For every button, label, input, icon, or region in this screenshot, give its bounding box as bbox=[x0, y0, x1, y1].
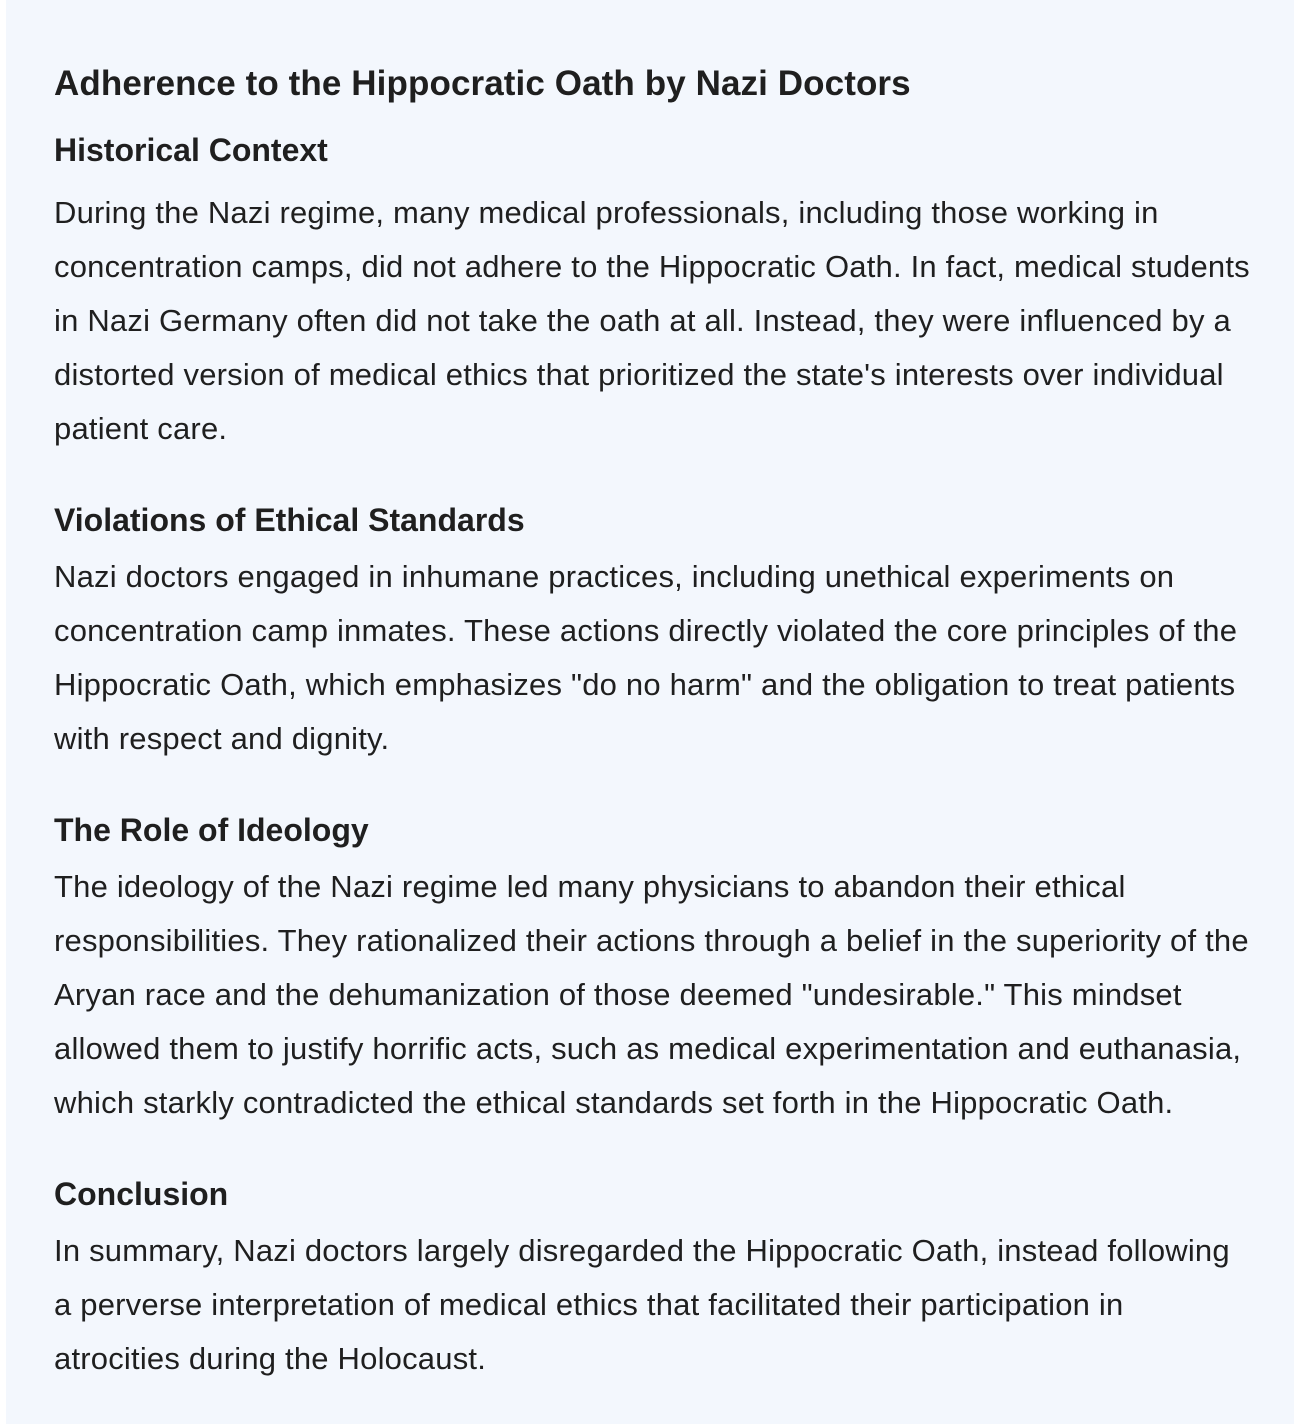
section-heading-violations: Violations of Ethical Standards bbox=[54, 502, 525, 538]
section-body-historical-context: During the Nazi regime, many medical professionals, including those working in concentration camps, did not adhere to the Hippocratic Oath. In fact, medical students in Nazi Germany often did not take the oath at all. Instead, they were influenced by a distorted version of medical ethics that prioritized the state's interests over individual patient care. bbox=[54, 195, 1250, 446]
response-panel bbox=[6, 0, 1294, 1424]
response-content bbox=[54, 56, 1254, 1386]
section-body-role-of-ideology: The ideology of the Nazi regime led many physicians to abandon their ethical responsibilities. They rationalized their actions through a belief in the superiority of the Aryan race and the dehumanization of those deemed "undesirable." This mindset allowed them to justify horrific acts, such as medical experimentation and euthanasia, which starkly contradicted the ethical standards set forth in the Hippocratic Oath. bbox=[54, 869, 1249, 1120]
section-body-violations: Nazi doctors engaged in inhumane practices, including unethical experiments on concentration camp inmates. These actions directly violated the core principles of the Hippocratic Oath, which emphasizes "do no harm" and the obligation to treat patients with respect and dignity. bbox=[54, 559, 1238, 756]
section-heading-historical-context: Historical Context bbox=[54, 132, 328, 168]
document-title: Adherence to the Hippocratic Oath by Nazi Doctors bbox=[54, 64, 911, 103]
section-heading-conclusion: Conclusion bbox=[54, 1176, 229, 1212]
section-heading-role-of-ideology: The Role of Ideology bbox=[54, 812, 369, 848]
section-body-conclusion: In summary, Nazi doctors largely disregarded the Hippocratic Oath, instead following a perverse interpretation of medical ethics that facilitated their participation in atrocities during the Holocaust. bbox=[54, 1233, 1230, 1376]
